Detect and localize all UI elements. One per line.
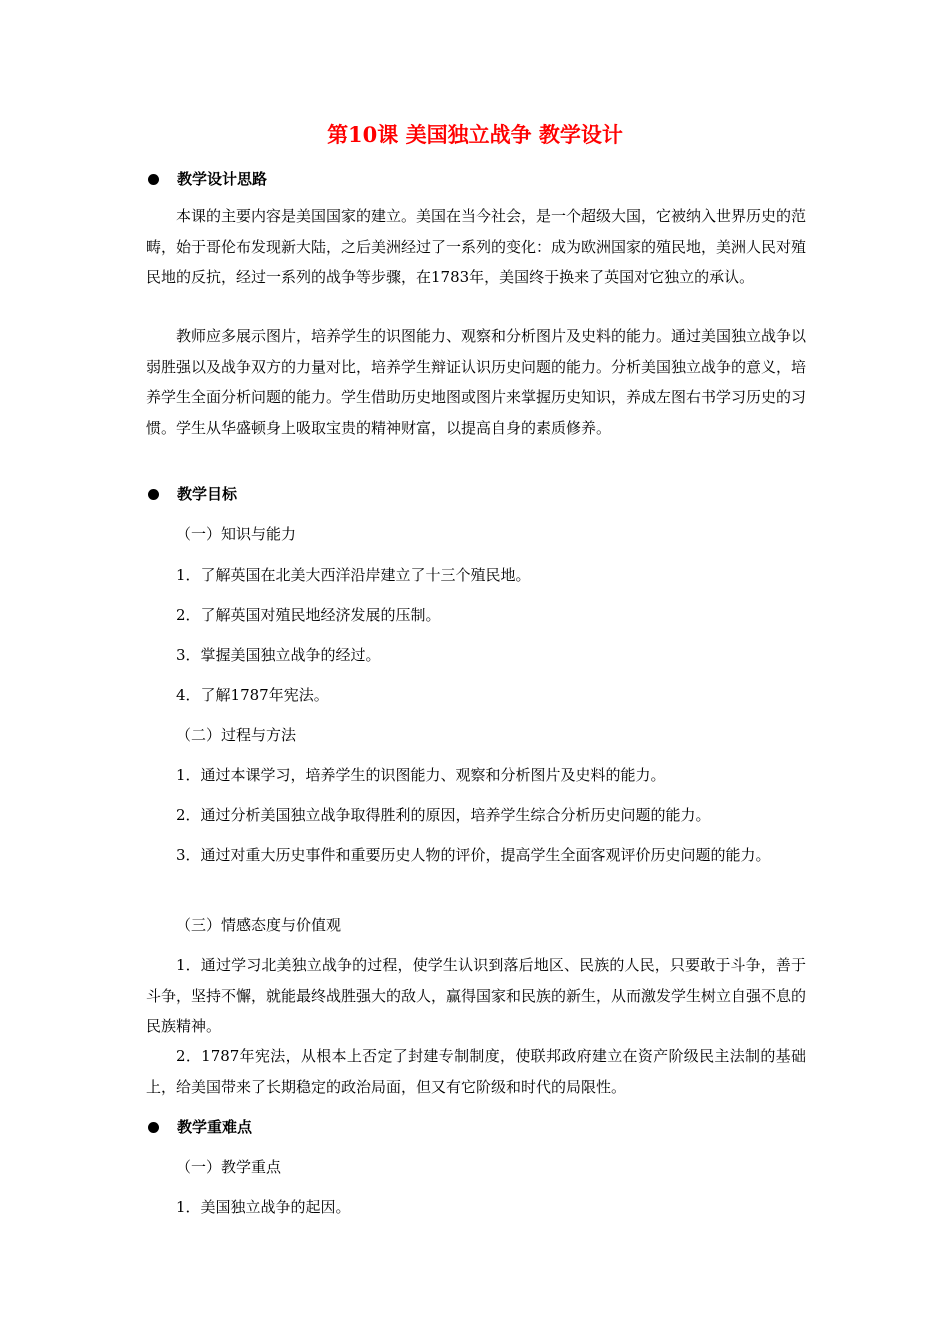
list-item-knowledge-2: 2．了解英国对殖民地经济发展的压制。 bbox=[176, 606, 441, 624]
list-item-knowledge-1: 1．了解英国在北美大西洋沿岸建立了十三个殖民地。 bbox=[176, 566, 531, 584]
bullet-icon bbox=[148, 174, 159, 185]
list-item-key-point-1: 1．美国独立战争的起因。 bbox=[176, 1198, 351, 1216]
section-heading-text: 教学重难点 bbox=[177, 1118, 253, 1136]
list-item-knowledge-3: 3．掌握美国独立战争的经过。 bbox=[176, 646, 381, 664]
list-item-knowledge-4: 4．了解1787年宪法。 bbox=[176, 686, 329, 704]
section-heading-design-idea bbox=[146, 168, 267, 190]
bullet-icon bbox=[148, 489, 159, 500]
section-heading-key-points bbox=[146, 1116, 252, 1138]
list-item-attitude-1: 1．通过学习北美独立战争的过程，使学生认识到落后地区、民族的人民，只要敢于斗争，善于斗争，坚持不懈，就能最终战胜强大的敌人，赢得国家和民族的新生，从而激发学生树立自强不息的民族精神。 bbox=[146, 956, 807, 1035]
subheading-key-points: （一）教学重点 bbox=[176, 1158, 282, 1176]
section-heading-objectives bbox=[146, 483, 237, 505]
paragraph-design-idea-2: 教师应多展示图片，培养学生的识图能力、观察和分析图片及史料的能力。通过美国独立战争以弱胜强以及战争双方的力量对比，培养学生辩证认识历史问题的能力。分析美国独立战争的意义，培养学生全面分析问题的能力。学生借助历史地图或图片来掌握历史知识，养成左图右书学习历史的习惯。学生从华盛顿身上吸取宝贵的精神财富，以提高自身的素质修养。 bbox=[146, 327, 807, 437]
bullet-icon bbox=[148, 1122, 159, 1133]
list-item-process-1: 1．通过本课学习，培养学生的识图能力、观察和分析图片及史料的能力。 bbox=[176, 766, 666, 784]
list-item-process-3: 3．通过对重大历史事件和重要历史人物的评价，提高学生全面客观评价历史问题的能力。 bbox=[176, 846, 771, 864]
subheading-attitude: （三）情感态度与价值观 bbox=[176, 916, 342, 934]
list-item-attitude-2: 2．1787年宪法，从根本上否定了封建专制制度，使联邦政府建立在资产阶级民主法制的基础上，给美国带来了长期稳定的政治局面，但又有它阶级和时代的局限性。 bbox=[146, 1047, 806, 1096]
subheading-knowledge: （一）知识与能力 bbox=[176, 525, 297, 543]
page-title: 第10课 美国独立战争 教学设计 bbox=[327, 122, 623, 147]
section-heading-text: 教学目标 bbox=[177, 485, 238, 503]
section-heading-text: 教学设计思路 bbox=[177, 170, 268, 188]
subheading-process: （二）过程与方法 bbox=[176, 726, 297, 744]
paragraph-design-idea-1: 本课的主要内容是美国国家的建立。美国在当今社会，是一个超级大国，它被纳入世界历史的范畴，始于哥伦布发现新大陆，之后美洲经过了一系列的变化：成为欧洲国家的殖民地，美洲人民对殖民地的反抗，经过一系列的战争等步骤，在1783年，美国终于换来了英国对它独立的承认。 bbox=[146, 207, 807, 286]
list-item-process-2: 2．通过分析美国独立战争取得胜利的原因，培养学生综合分析历史问题的能力。 bbox=[176, 806, 711, 824]
